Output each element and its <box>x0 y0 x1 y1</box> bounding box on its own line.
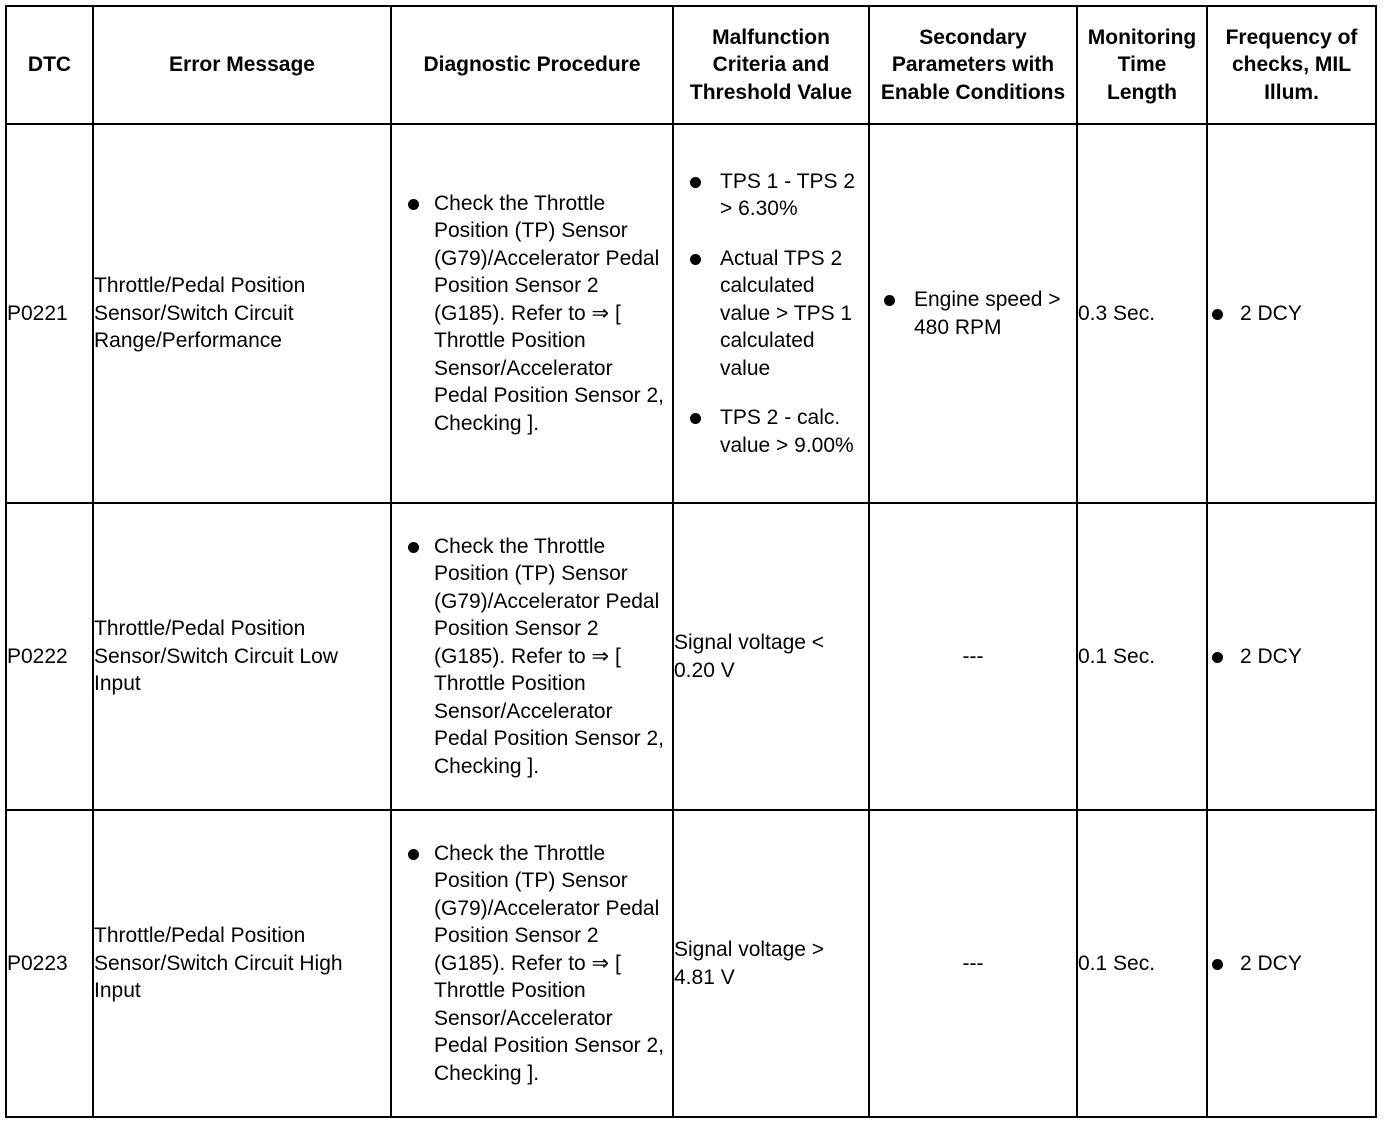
dtc-code: P0222 <box>6 503 93 810</box>
frequency <box>1207 810 1376 1117</box>
error-message: Throttle/Pedal Position Sensor/Switch Circuit Range/Performance <box>93 124 391 503</box>
bullet-icon <box>690 413 701 424</box>
diagnostic-procedure <box>391 810 673 1117</box>
bullet-icon <box>690 254 701 265</box>
procedure-text: Check the Throttle Position (TP) Sensor (G79)/Accelerator Pedal Position Sensor 2 (G185). Refer to ⇒ [ Throttle Position Sensor/Accelerator Pedal Position Sensor 2, Checking ]. <box>434 191 664 435</box>
list-item <box>674 404 868 459</box>
monitoring-time: 0.3 Sec. <box>1077 124 1207 503</box>
list-item <box>1208 643 1375 671</box>
criteria-text: TPS 2 - calc. value > 9.00% <box>720 406 854 457</box>
procedure-list <box>392 533 672 781</box>
list-item <box>392 533 672 781</box>
frequency <box>1207 124 1376 503</box>
bullet-icon <box>408 849 419 860</box>
frequency-text: 2 DCY <box>1240 951 1302 975</box>
list-item <box>674 245 868 383</box>
header-frequency: Frequency of checks, MIL Illum. <box>1207 6 1376 124</box>
bullet-icon <box>1212 309 1223 320</box>
frequency <box>1207 503 1376 810</box>
error-message: Throttle/Pedal Position Sensor/Switch Circuit High Input <box>93 810 391 1117</box>
list-item <box>1208 950 1375 978</box>
secondary-parameters: --- <box>869 810 1077 1117</box>
secondary-parameters <box>869 124 1077 503</box>
dtc-table <box>5 5 1377 1118</box>
bullet-icon <box>884 295 895 306</box>
list-item <box>674 168 868 223</box>
list-item <box>1208 300 1375 328</box>
header-monitoring-time: Monitoring Time Length <box>1077 6 1207 124</box>
criteria-list <box>674 168 868 460</box>
bullet-icon <box>1212 959 1223 970</box>
frequency-list <box>1208 643 1375 671</box>
procedure-text: Check the Throttle Position (TP) Sensor (G79)/Accelerator Pedal Position Sensor 2 (G185). Refer to ⇒ [ Throttle Position Sensor/Accelerator Pedal Position Sensor 2, Checking ]. <box>434 534 664 778</box>
secondary-text: Engine speed > 480 RPM <box>914 288 1061 339</box>
frequency-text: 2 DCY <box>1240 301 1302 325</box>
secondary-parameters: --- <box>869 503 1077 810</box>
frequency-text: 2 DCY <box>1240 644 1302 668</box>
header-diagnostic-procedure: Diagnostic Procedure <box>391 6 673 124</box>
frequency-list <box>1208 300 1375 328</box>
secondary-list <box>870 286 1076 341</box>
procedure-text: Check the Throttle Position (TP) Sensor (G79)/Accelerator Pedal Position Sensor 2 (G185). Refer to ⇒ [ Throttle Position Sensor/Accelerator Pedal Position Sensor 2, Checking ]. <box>434 841 664 1085</box>
frequency-list <box>1208 950 1375 978</box>
dtc-code: P0221 <box>6 124 93 503</box>
header-secondary-parameters: Secondary Parameters with Enable Conditions <box>869 6 1077 124</box>
header-malfunction-criteria: Malfunction Criteria and Threshold Value <box>673 6 869 124</box>
bullet-icon <box>690 177 701 188</box>
list-item <box>392 840 672 1088</box>
malfunction-criteria: Signal voltage > 4.81 V <box>673 810 869 1117</box>
criteria-text: Actual TPS 2 calculated value > TPS 1 calculated value <box>720 246 853 380</box>
malfunction-criteria: Signal voltage < 0.20 V <box>673 503 869 810</box>
header-row <box>6 6 1376 124</box>
procedure-list <box>392 190 672 438</box>
diagnostic-procedure <box>391 124 673 503</box>
list-item <box>392 190 672 438</box>
table-row <box>6 124 1376 503</box>
header-dtc: DTC <box>6 6 93 124</box>
monitoring-time: 0.1 Sec. <box>1077 810 1207 1117</box>
malfunction-criteria <box>673 124 869 503</box>
bullet-icon <box>408 542 419 553</box>
monitoring-time: 0.1 Sec. <box>1077 503 1207 810</box>
list-item <box>870 286 1076 341</box>
table-row <box>6 810 1376 1117</box>
error-message: Throttle/Pedal Position Sensor/Switch Circuit Low Input <box>93 503 391 810</box>
header-error-message: Error Message <box>93 6 391 124</box>
bullet-icon <box>1212 652 1223 663</box>
bullet-icon <box>408 199 419 210</box>
criteria-text: TPS 1 - TPS 2 > 6.30% <box>720 169 855 221</box>
table-row <box>6 503 1376 810</box>
dtc-code: P0223 <box>6 810 93 1117</box>
diagnostic-procedure <box>391 503 673 810</box>
procedure-list <box>392 840 672 1088</box>
